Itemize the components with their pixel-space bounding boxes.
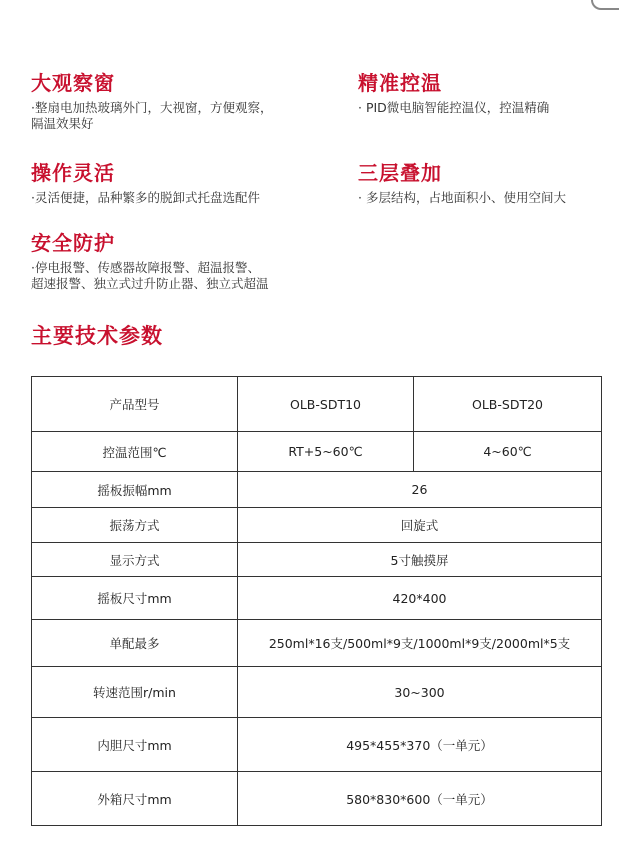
row-label: 显示方式 [32,543,238,577]
feature-flexible-operation [31,160,331,206]
row-label: 内胆尺寸mm [32,718,238,772]
spec-table [31,376,602,826]
table-row [32,432,602,472]
table-row [32,577,602,620]
row-label: 产品型号 [32,377,238,432]
table-row [32,543,602,577]
table-row [32,667,602,718]
table-row [32,508,602,543]
value-cell: 4~60℃ [414,432,602,472]
row-label: 摇板振幅mm [32,472,238,508]
feature-title: 安全防护 [31,231,115,255]
corner-decoration [591,0,619,10]
model-cell: OLB-SDT10 [238,377,414,432]
table-row [32,718,602,772]
feature-desc: · PID微电脑智能控温仪，控温精确 [358,100,550,115]
value-cell: 580*830*600（一单元） [238,772,602,826]
model-cell: OLB-SDT20 [414,377,602,432]
feature-observation-window [31,70,331,132]
section-title: 主要技术参数 [31,324,163,348]
row-label: 振荡方式 [32,508,238,543]
value-cell: 30~300 [238,667,602,718]
feature-desc: · 多层结构，占地面积小、使用空间大 [358,190,566,205]
value-cell: RT+5~60℃ [238,432,414,472]
row-label: 摇板尺寸mm [32,577,238,620]
feature-safety [31,230,351,292]
feature-desc: ·整扇电加热玻璃外门，大视窗，方便观察， 隔温效果好 [31,100,273,131]
feature-title: 精准控温 [358,71,442,95]
table-row [32,377,602,432]
value-cell: 420*400 [238,577,602,620]
value-cell: 250ml*16支/500ml*9支/1000ml*9支/2000ml*5支 [238,620,602,667]
feature-three-layer [358,160,613,206]
value-cell: 回旋式 [238,508,602,543]
feature-desc: ·灵活便捷，品种繁多的脱卸式托盘选配件 [31,190,260,205]
table-row [32,772,602,826]
row-label: 单配最多 [32,620,238,667]
table-row [32,472,602,508]
row-label: 外箱尺寸mm [32,772,238,826]
value-cell: 495*455*370（一单元） [238,718,602,772]
value-cell: 5寸触摸屏 [238,543,602,577]
feature-title: 大观察窗 [31,71,115,95]
feature-title: 操作灵活 [31,161,115,185]
table-row [32,620,602,667]
row-label: 控温范围℃ [32,432,238,472]
feature-desc: ·停电报警、传感器故障报警、超温报警、 超速报警、独立式过升防止器、独立式超温 [31,260,269,291]
feature-precise-temp [358,70,608,116]
value-cell: 26 [238,472,602,508]
row-label: 转速范围r/min [32,667,238,718]
feature-title: 三层叠加 [358,161,442,185]
